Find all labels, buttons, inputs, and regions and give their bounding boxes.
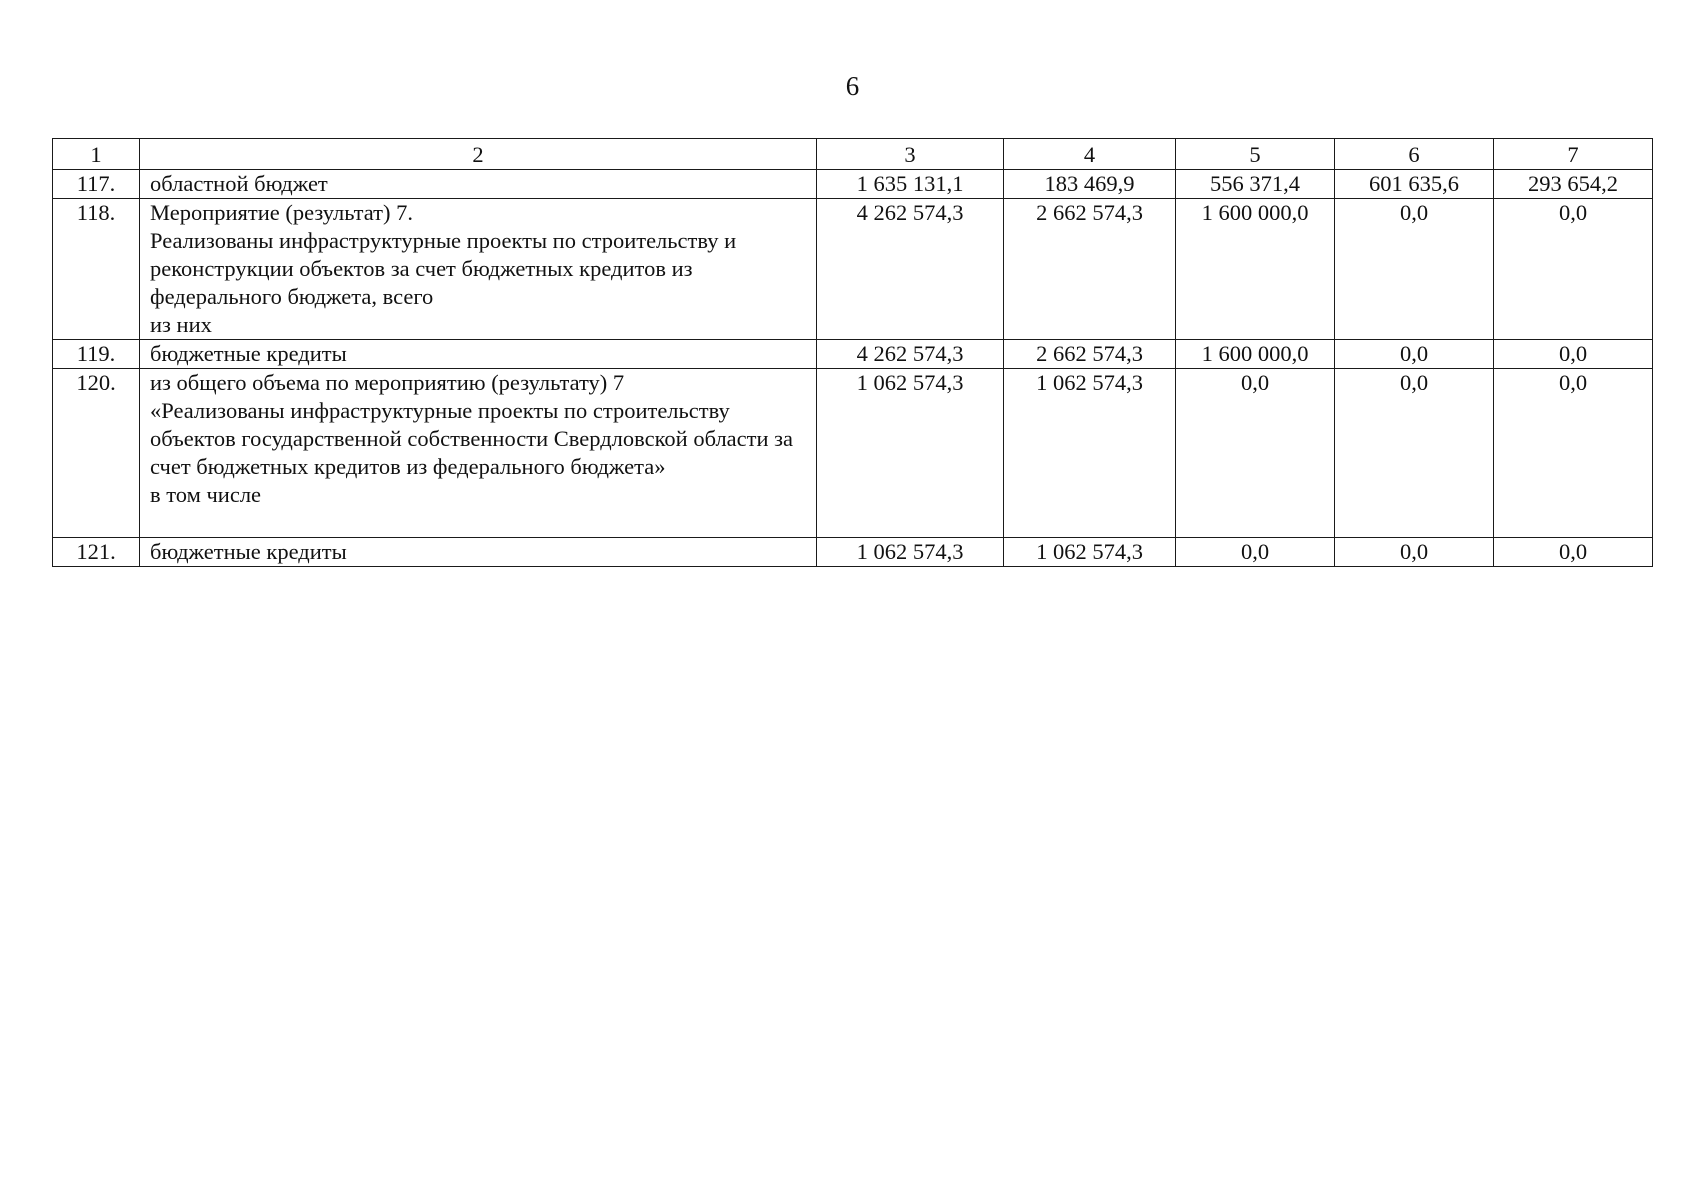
column-number-header: 2 (140, 139, 817, 170)
row-value: 1 062 574,3 (1004, 369, 1176, 538)
row-value: 0,0 (1494, 199, 1653, 340)
row-value: 0,0 (1335, 199, 1494, 340)
row-value: 1 062 574,3 (817, 538, 1004, 567)
budget-table (52, 138, 1653, 567)
row-value: 0,0 (1176, 538, 1335, 567)
column-number-header: 1 (53, 139, 140, 170)
row-number: 118. (53, 199, 140, 340)
column-number-header: 5 (1176, 139, 1335, 170)
row-value: 1 600 000,0 (1176, 199, 1335, 340)
table-row (53, 340, 1653, 369)
table-header-row (53, 139, 1653, 170)
row-number: 119. (53, 340, 140, 369)
row-number: 117. (53, 170, 140, 199)
row-description: бюджетные кредиты (140, 538, 817, 567)
row-description: областной бюджет (140, 170, 817, 199)
row-value: 0,0 (1176, 369, 1335, 538)
row-description: Мероприятие (результат) 7. Реализованы инфраструктурные проекты по строительству и реконструкции объектов за счет бюджетных кредитов из федерального бюджета, всего из них (140, 199, 817, 340)
table-row (53, 199, 1653, 340)
row-description: бюджетные кредиты (140, 340, 817, 369)
row-value: 0,0 (1494, 369, 1653, 538)
row-value: 4 262 574,3 (817, 340, 1004, 369)
row-value: 2 662 574,3 (1004, 199, 1176, 340)
row-value: 1 600 000,0 (1176, 340, 1335, 369)
row-value: 1 062 574,3 (1004, 538, 1176, 567)
row-description: из общего объема по мероприятию (результату) 7 «Реализованы инфраструктурные проекты по строительству объектов государственной собственности Свердловской области за счет бюджетных кредитов из федерального бюджета» в том числе (140, 369, 817, 538)
row-number: 120. (53, 369, 140, 538)
row-value: 0,0 (1335, 340, 1494, 369)
row-number: 121. (53, 538, 140, 567)
table-row (53, 369, 1653, 538)
column-number-header: 4 (1004, 139, 1176, 170)
column-number-header: 3 (817, 139, 1004, 170)
row-value: 0,0 (1335, 538, 1494, 567)
column-number-header: 6 (1335, 139, 1494, 170)
row-value: 2 662 574,3 (1004, 340, 1176, 369)
row-value: 601 635,6 (1335, 170, 1494, 199)
row-value: 556 371,4 (1176, 170, 1335, 199)
column-number-header: 7 (1494, 139, 1653, 170)
row-value: 0,0 (1494, 340, 1653, 369)
row-value: 1 062 574,3 (817, 369, 1004, 538)
table-row (53, 538, 1653, 567)
row-value: 293 654,2 (1494, 170, 1653, 199)
row-value: 0,0 (1494, 538, 1653, 567)
row-value: 0,0 (1335, 369, 1494, 538)
row-value: 183 469,9 (1004, 170, 1176, 199)
table-row (53, 170, 1653, 199)
page-number: 6 (845, 71, 860, 101)
row-value: 1 635 131,1 (817, 170, 1004, 199)
row-value: 4 262 574,3 (817, 199, 1004, 340)
